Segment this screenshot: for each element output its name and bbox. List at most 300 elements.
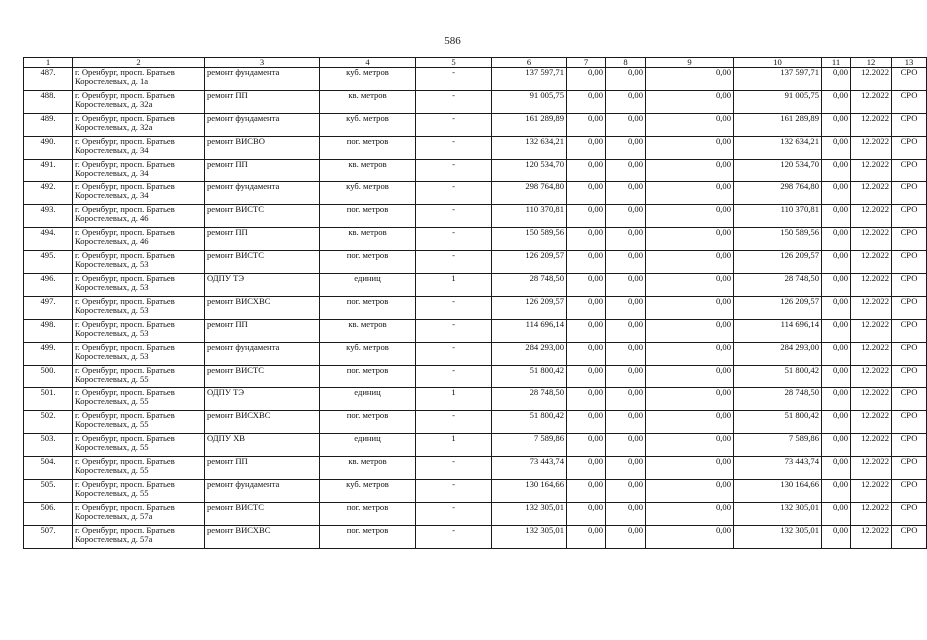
local-budget-cell: 0,00 — [646, 136, 734, 159]
row-number-cell: 500. — [24, 365, 73, 388]
row-number-cell: 505. — [24, 480, 73, 503]
address-line: Коростелевых, д. 57а — [75, 510, 153, 521]
owner-funds-cell: 91 005,75 — [734, 90, 822, 113]
address-line: Коростелевых, д. 53 — [75, 282, 149, 293]
address-line: г. Оренбург, просп. Братьев — [75, 250, 175, 261]
work-type-cell: ремонт фундамента — [205, 342, 320, 365]
local-budget-cell: 0,00 — [646, 342, 734, 365]
address-line: г. Оренбург, просп. Братьев — [75, 295, 175, 306]
total-cost-cell: 137 597,71 — [492, 68, 567, 91]
address-cell — [73, 182, 205, 205]
fund-cell: 0,00 — [567, 525, 606, 548]
table-row — [24, 502, 927, 525]
address-line: г. Оренбург, просп. Братьев — [75, 456, 175, 467]
unit-cell: кв. метров — [320, 457, 416, 480]
quantity-cell: - — [416, 502, 492, 525]
address-line: г. Оренбург, просп. Братьев — [75, 158, 175, 169]
header-cell: 13 — [892, 58, 927, 68]
address-line: Коростелевых, д. 55 — [75, 488, 149, 499]
period-cell: 12.2022 — [851, 274, 892, 297]
local-budget-cell: 0,00 — [646, 182, 734, 205]
period-cell: 12.2022 — [851, 296, 892, 319]
fund-cell: 0,00 — [567, 113, 606, 136]
header-cell: 8 — [606, 58, 646, 68]
address-cell — [73, 502, 205, 525]
method-cell: СРО — [892, 342, 927, 365]
table-row — [24, 251, 927, 274]
work-type-cell: ОДПУ ТЭ — [205, 388, 320, 411]
budget-cell: 0,00 — [606, 502, 646, 525]
other-funds-cell: 0,00 — [822, 205, 851, 228]
quantity-cell: 1 — [416, 434, 492, 457]
row-number-cell: 501. — [24, 388, 73, 411]
method-cell: СРО — [892, 274, 927, 297]
total-cost-cell: 284 293,00 — [492, 342, 567, 365]
owner-funds-cell: 51 800,42 — [734, 365, 822, 388]
work-type-cell: ремонт ВИСТС — [205, 365, 320, 388]
method-cell: СРО — [892, 319, 927, 342]
other-funds-cell: 0,00 — [822, 388, 851, 411]
row-number-cell: 497. — [24, 296, 73, 319]
method-cell: СРО — [892, 228, 927, 251]
period-cell: 12.2022 — [851, 480, 892, 503]
local-budget-cell: 0,00 — [646, 296, 734, 319]
row-number-cell: 490. — [24, 136, 73, 159]
fund-cell: 0,00 — [567, 182, 606, 205]
address-line: г. Оренбург, просп. Братьев — [75, 364, 175, 375]
unit-cell: пог. метров — [320, 525, 416, 548]
address-cell — [73, 457, 205, 480]
budget-cell: 0,00 — [606, 296, 646, 319]
period-cell: 12.2022 — [851, 434, 892, 457]
period-cell: 12.2022 — [851, 228, 892, 251]
address-line: Коростелевых, д. 55 — [75, 465, 149, 476]
quantity-cell: - — [416, 205, 492, 228]
other-funds-cell: 0,00 — [822, 159, 851, 182]
table-row — [24, 68, 927, 91]
unit-cell: куб. метров — [320, 480, 416, 503]
owner-funds-cell: 28 748,50 — [734, 388, 822, 411]
header-cell: 1 — [24, 58, 73, 68]
address-line: Коростелевых, д. 34 — [75, 190, 149, 201]
total-cost-cell: 110 370,81 — [492, 205, 567, 228]
period-cell: 12.2022 — [851, 251, 892, 274]
address-line: Коростелевых, д. 53 — [75, 327, 149, 338]
table-row — [24, 525, 927, 548]
address-line: Коростелевых, д. 53 — [75, 304, 149, 315]
address-line: г. Оренбург, просп. Братьев — [75, 204, 175, 215]
quantity-cell: - — [416, 480, 492, 503]
work-type-cell: ремонт ВИСТС — [205, 205, 320, 228]
owner-funds-cell: 120 534,70 — [734, 159, 822, 182]
address-line: г. Оренбург, просп. Братьев — [75, 433, 175, 444]
row-number-cell: 487. — [24, 68, 73, 91]
total-cost-cell: 114 696,14 — [492, 319, 567, 342]
local-budget-cell: 0,00 — [646, 502, 734, 525]
table-row — [24, 411, 927, 434]
fund-cell: 0,00 — [567, 68, 606, 91]
quantity-cell: - — [416, 159, 492, 182]
fund-cell: 0,00 — [567, 319, 606, 342]
period-cell: 12.2022 — [851, 502, 892, 525]
fund-cell: 0,00 — [567, 228, 606, 251]
owner-funds-cell: 110 370,81 — [734, 205, 822, 228]
fund-cell: 0,00 — [567, 434, 606, 457]
total-cost-cell: 126 209,57 — [492, 296, 567, 319]
other-funds-cell: 0,00 — [822, 457, 851, 480]
total-cost-cell: 150 589,56 — [492, 228, 567, 251]
method-cell: СРО — [892, 411, 927, 434]
period-cell: 12.2022 — [851, 113, 892, 136]
local-budget-cell: 0,00 — [646, 434, 734, 457]
address-line: г. Оренбург, просп. Братьев — [75, 387, 175, 398]
other-funds-cell: 0,00 — [822, 342, 851, 365]
total-cost-cell: 132 634,21 — [492, 136, 567, 159]
period-cell: 12.2022 — [851, 159, 892, 182]
owner-funds-cell: 126 209,57 — [734, 296, 822, 319]
table-row — [24, 136, 927, 159]
unit-cell: пог. метров — [320, 411, 416, 434]
quantity-cell: - — [416, 68, 492, 91]
quantity-cell: - — [416, 113, 492, 136]
total-cost-cell: 28 748,50 — [492, 274, 567, 297]
header-cell: 5 — [416, 58, 492, 68]
owner-funds-cell: 73 443,74 — [734, 457, 822, 480]
period-cell: 12.2022 — [851, 182, 892, 205]
quantity-cell: - — [416, 251, 492, 274]
header-cell: 4 — [320, 58, 416, 68]
row-number-cell: 489. — [24, 113, 73, 136]
owner-funds-cell: 132 634,21 — [734, 136, 822, 159]
table-body — [24, 68, 927, 549]
owner-funds-cell: 130 164,66 — [734, 480, 822, 503]
method-cell: СРО — [892, 457, 927, 480]
row-number-cell: 499. — [24, 342, 73, 365]
row-number-cell: 491. — [24, 159, 73, 182]
address-line: г. Оренбург, просп. Братьев — [75, 112, 175, 123]
address-cell — [73, 319, 205, 342]
total-cost-cell: 132 305,01 — [492, 502, 567, 525]
total-cost-cell: 73 443,74 — [492, 457, 567, 480]
total-cost-cell: 130 164,66 — [492, 480, 567, 503]
work-type-cell: ремонт ПП — [205, 90, 320, 113]
local-budget-cell: 0,00 — [646, 480, 734, 503]
local-budget-cell: 0,00 — [646, 90, 734, 113]
row-number-cell: 503. — [24, 434, 73, 457]
total-cost-cell: 298 764,80 — [492, 182, 567, 205]
row-number-cell: 506. — [24, 502, 73, 525]
fund-cell: 0,00 — [567, 388, 606, 411]
unit-cell: пог. метров — [320, 502, 416, 525]
other-funds-cell: 0,00 — [822, 525, 851, 548]
owner-funds-cell: 7 589,86 — [734, 434, 822, 457]
address-line: г. Оренбург, просп. Братьев — [75, 135, 175, 146]
fund-cell: 0,00 — [567, 205, 606, 228]
work-type-cell: ремонт ВИСХВС — [205, 411, 320, 434]
unit-cell: пог. метров — [320, 136, 416, 159]
method-cell: СРО — [892, 68, 927, 91]
row-number-cell: 498. — [24, 319, 73, 342]
work-type-cell: ремонт ПП — [205, 159, 320, 182]
budget-cell: 0,00 — [606, 457, 646, 480]
address-cell — [73, 136, 205, 159]
header-cell: 3 — [205, 58, 320, 68]
address-line: Коростелевых, д. 55 — [75, 442, 149, 453]
quantity-cell: - — [416, 411, 492, 434]
row-number-cell: 502. — [24, 411, 73, 434]
table-row — [24, 434, 927, 457]
table-row — [24, 113, 927, 136]
address-line: г. Оренбург, просп. Братьев — [75, 318, 175, 329]
local-budget-cell: 0,00 — [646, 251, 734, 274]
work-type-cell: ремонт фундамента — [205, 182, 320, 205]
address-cell — [73, 525, 205, 548]
quantity-cell: - — [416, 90, 492, 113]
budget-cell: 0,00 — [606, 205, 646, 228]
other-funds-cell: 0,00 — [822, 228, 851, 251]
fund-cell: 0,00 — [567, 159, 606, 182]
other-funds-cell: 0,00 — [822, 113, 851, 136]
fund-cell: 0,00 — [567, 411, 606, 434]
method-cell: СРО — [892, 502, 927, 525]
period-cell: 12.2022 — [851, 342, 892, 365]
address-cell — [73, 434, 205, 457]
method-cell: СРО — [892, 90, 927, 113]
address-line: г. Оренбург, просп. Братьев — [75, 410, 175, 421]
local-budget-cell: 0,00 — [646, 205, 734, 228]
header-cell: 6 — [492, 58, 567, 68]
quantity-cell: - — [416, 228, 492, 251]
other-funds-cell: 0,00 — [822, 411, 851, 434]
unit-cell: куб. метров — [320, 113, 416, 136]
other-funds-cell: 0,00 — [822, 434, 851, 457]
local-budget-cell: 0,00 — [646, 274, 734, 297]
header-cell: 7 — [567, 58, 606, 68]
fund-cell: 0,00 — [567, 365, 606, 388]
other-funds-cell: 0,00 — [822, 136, 851, 159]
quantity-cell: - — [416, 365, 492, 388]
period-cell: 12.2022 — [851, 68, 892, 91]
table-row — [24, 228, 927, 251]
address-cell — [73, 274, 205, 297]
address-cell — [73, 159, 205, 182]
total-cost-cell: 161 289,89 — [492, 113, 567, 136]
method-cell: СРО — [892, 205, 927, 228]
work-type-cell: ремонт фундамента — [205, 68, 320, 91]
fund-cell: 0,00 — [567, 480, 606, 503]
quantity-cell: - — [416, 136, 492, 159]
work-type-cell: ОДПУ ТЭ — [205, 274, 320, 297]
method-cell: СРО — [892, 434, 927, 457]
address-cell — [73, 296, 205, 319]
table-header — [24, 58, 927, 68]
quantity-cell: - — [416, 319, 492, 342]
other-funds-cell: 0,00 — [822, 480, 851, 503]
address-line: г. Оренбург, просп. Братьев — [75, 341, 175, 352]
method-cell: СРО — [892, 525, 927, 548]
budget-cell: 0,00 — [606, 136, 646, 159]
address-line: Коростелевых, д. 32а — [75, 98, 153, 109]
quantity-cell: - — [416, 457, 492, 480]
table-row — [24, 457, 927, 480]
owner-funds-cell: 298 764,80 — [734, 182, 822, 205]
local-budget-cell: 0,00 — [646, 113, 734, 136]
total-cost-cell: 7 589,86 — [492, 434, 567, 457]
other-funds-cell: 0,00 — [822, 502, 851, 525]
address-line: Коростелевых, д. 53 — [75, 350, 149, 361]
fund-cell: 0,00 — [567, 251, 606, 274]
work-type-cell: ремонт ПП — [205, 228, 320, 251]
address-line: Коростелевых, д. 46 — [75, 236, 149, 247]
address-line: г. Оренбург, просп. Братьев — [75, 67, 175, 77]
address-cell — [73, 90, 205, 113]
quantity-cell: 1 — [416, 274, 492, 297]
address-line: г. Оренбург, просп. Братьев — [75, 273, 175, 284]
local-budget-cell: 0,00 — [646, 388, 734, 411]
fund-cell: 0,00 — [567, 136, 606, 159]
local-budget-cell: 0,00 — [646, 228, 734, 251]
other-funds-cell: 0,00 — [822, 68, 851, 91]
address-cell — [73, 365, 205, 388]
table-row — [24, 159, 927, 182]
local-budget-cell: 0,00 — [646, 68, 734, 91]
local-budget-cell: 0,00 — [646, 365, 734, 388]
other-funds-cell: 0,00 — [822, 319, 851, 342]
other-funds-cell: 0,00 — [822, 296, 851, 319]
total-cost-cell: 126 209,57 — [492, 251, 567, 274]
fund-cell: 0,00 — [567, 342, 606, 365]
table-row — [24, 274, 927, 297]
owner-funds-cell: 137 597,71 — [734, 68, 822, 91]
owner-funds-cell: 161 289,89 — [734, 113, 822, 136]
budget-cell: 0,00 — [606, 319, 646, 342]
method-cell: СРО — [892, 296, 927, 319]
address-line: Коростелевых, д. 57а — [75, 533, 153, 544]
method-cell: СРО — [892, 113, 927, 136]
total-cost-cell: 51 800,42 — [492, 365, 567, 388]
local-budget-cell: 0,00 — [646, 457, 734, 480]
header-cell: 9 — [646, 58, 734, 68]
address-line: Коростелевых, д. 34 — [75, 167, 149, 178]
total-cost-cell: 120 534,70 — [492, 159, 567, 182]
other-funds-cell: 0,00 — [822, 365, 851, 388]
budget-cell: 0,00 — [606, 228, 646, 251]
row-number-cell: 488. — [24, 90, 73, 113]
header-cell: 2 — [73, 58, 205, 68]
table-row — [24, 480, 927, 503]
table-row — [24, 365, 927, 388]
budget-cell: 0,00 — [606, 90, 646, 113]
period-cell: 12.2022 — [851, 457, 892, 480]
unit-cell: куб. метров — [320, 182, 416, 205]
address-cell — [73, 113, 205, 136]
quantity-cell: - — [416, 296, 492, 319]
other-funds-cell: 0,00 — [822, 90, 851, 113]
budget-cell: 0,00 — [606, 434, 646, 457]
unit-cell: пог. метров — [320, 251, 416, 274]
address-line: Коростелевых, д. 1а — [75, 76, 149, 87]
other-funds-cell: 0,00 — [822, 251, 851, 274]
owner-funds-cell: 132 305,01 — [734, 525, 822, 548]
owner-funds-cell: 284 293,00 — [734, 342, 822, 365]
local-budget-cell: 0,00 — [646, 411, 734, 434]
work-type-cell: ОДПУ ХВ — [205, 434, 320, 457]
registry-table — [23, 57, 927, 549]
header-cell: 12 — [851, 58, 892, 68]
local-budget-cell: 0,00 — [646, 525, 734, 548]
owner-funds-cell: 150 589,56 — [734, 228, 822, 251]
address-cell — [73, 388, 205, 411]
period-cell: 12.2022 — [851, 319, 892, 342]
row-number-cell: 496. — [24, 274, 73, 297]
budget-cell: 0,00 — [606, 274, 646, 297]
address-line: Коростелевых, д. 46 — [75, 213, 149, 224]
page-number: 586 — [444, 35, 461, 47]
owner-funds-cell: 28 748,50 — [734, 274, 822, 297]
method-cell: СРО — [892, 251, 927, 274]
address-line: Коростелевых, д. 53 — [75, 259, 149, 270]
period-cell: 12.2022 — [851, 388, 892, 411]
budget-cell: 0,00 — [606, 411, 646, 434]
table-row — [24, 90, 927, 113]
owner-funds-cell: 51 800,42 — [734, 411, 822, 434]
fund-cell: 0,00 — [567, 457, 606, 480]
quantity-cell: - — [416, 182, 492, 205]
unit-cell: кв. метров — [320, 228, 416, 251]
fund-cell: 0,00 — [567, 90, 606, 113]
quantity-cell: 1 — [416, 388, 492, 411]
address-line: г. Оренбург, просп. Братьев — [75, 89, 175, 100]
address-cell — [73, 228, 205, 251]
unit-cell: кв. метров — [320, 159, 416, 182]
table-row — [24, 182, 927, 205]
work-type-cell: ремонт ВИСХВС — [205, 525, 320, 548]
header-row — [24, 58, 927, 68]
work-type-cell: ремонт ВИСВО — [205, 136, 320, 159]
header-cell: 10 — [734, 58, 822, 68]
table-row — [24, 296, 927, 319]
total-cost-cell: 28 748,50 — [492, 388, 567, 411]
budget-cell: 0,00 — [606, 388, 646, 411]
address-cell — [73, 251, 205, 274]
unit-cell: единиц — [320, 434, 416, 457]
work-type-cell: ремонт ПП — [205, 457, 320, 480]
total-cost-cell: 91 005,75 — [492, 90, 567, 113]
address-line: Коростелевых, д. 55 — [75, 373, 149, 384]
total-cost-cell: 132 305,01 — [492, 525, 567, 548]
address-cell — [73, 411, 205, 434]
address-line: г. Оренбург, просп. Братьев — [75, 181, 175, 192]
total-cost-cell: 51 800,42 — [492, 411, 567, 434]
address-line: г. Оренбург, просп. Братьев — [75, 227, 175, 238]
fund-cell: 0,00 — [567, 296, 606, 319]
table-row — [24, 319, 927, 342]
address-line: Коростелевых, д. 55 — [75, 396, 149, 407]
local-budget-cell: 0,00 — [646, 319, 734, 342]
unit-cell: кв. метров — [320, 319, 416, 342]
budget-cell: 0,00 — [606, 68, 646, 91]
address-cell — [73, 480, 205, 503]
work-type-cell: ремонт ВИСХВС — [205, 296, 320, 319]
table-row — [24, 205, 927, 228]
quantity-cell: - — [416, 525, 492, 548]
fund-cell: 0,00 — [567, 502, 606, 525]
method-cell: СРО — [892, 365, 927, 388]
period-cell: 12.2022 — [851, 136, 892, 159]
table-row — [24, 388, 927, 411]
row-number-cell: 495. — [24, 251, 73, 274]
address-cell — [73, 342, 205, 365]
